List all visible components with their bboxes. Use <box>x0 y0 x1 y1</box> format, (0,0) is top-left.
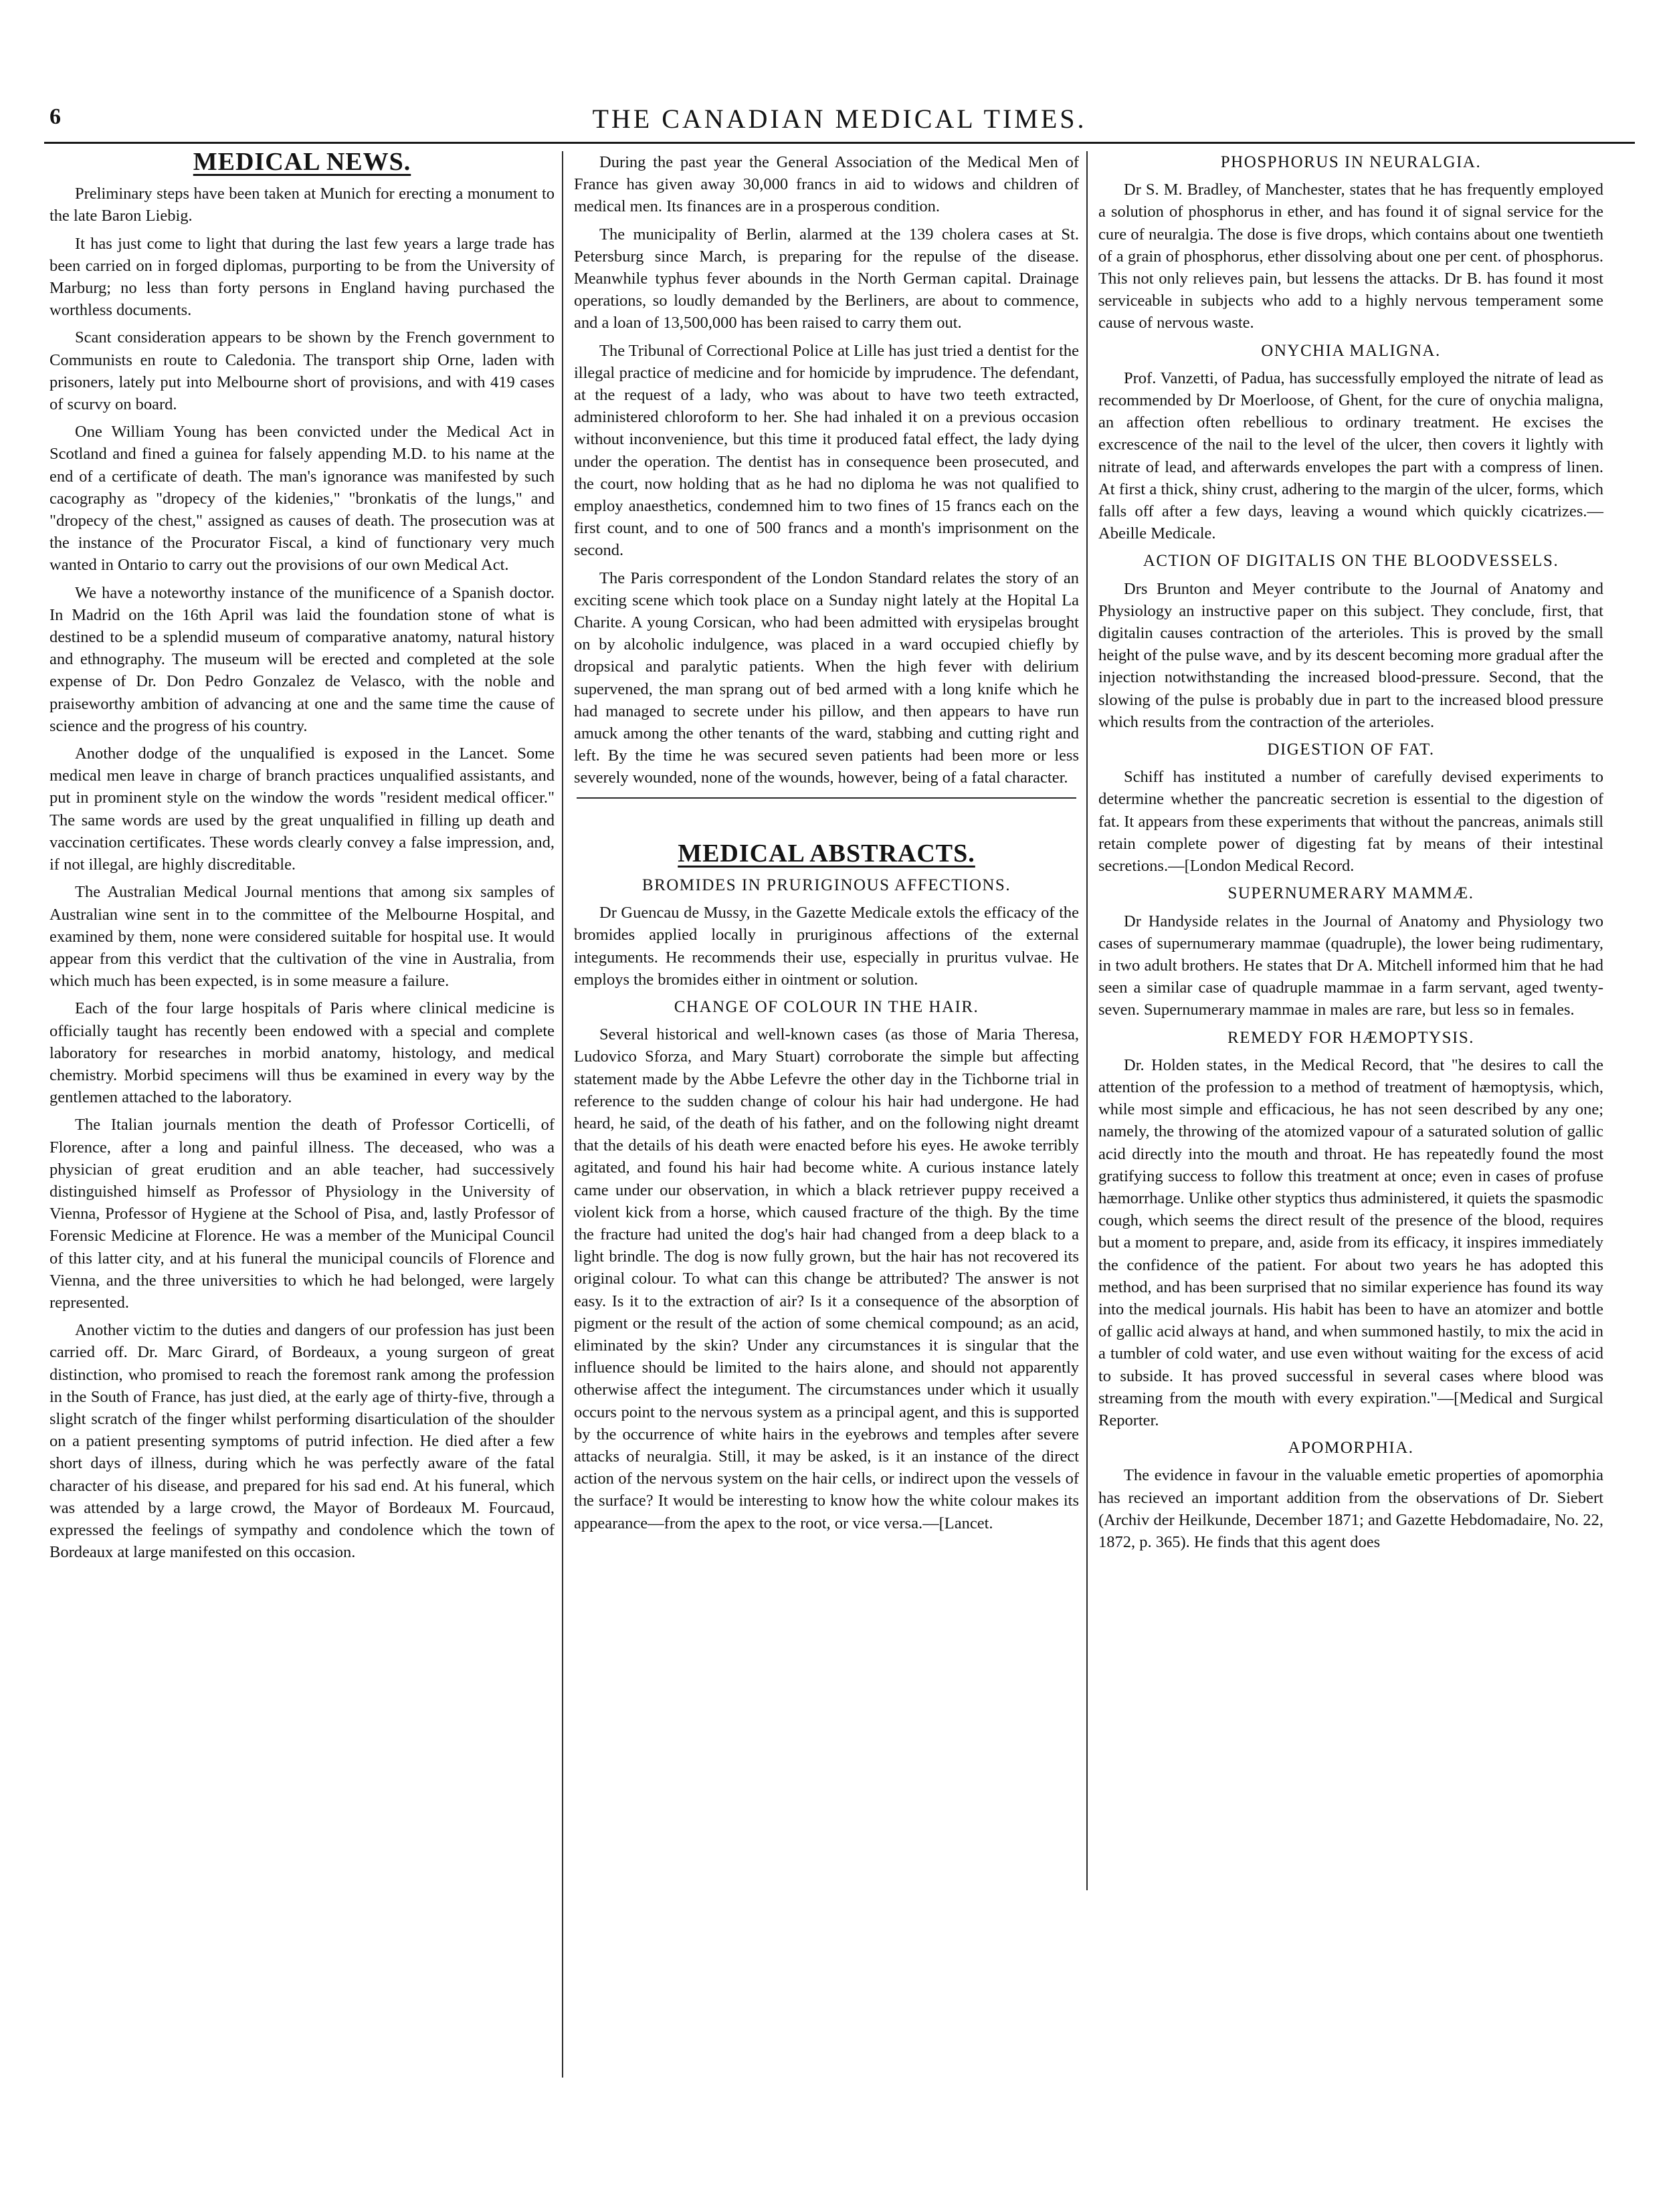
article-paragraph: Several historical and well-known cases (as those of Maria Theresa, Ludovico Sforza, and Mary Stuart) corroborate the simple but affecting statement made by the Abbe Lefevre the other day in the Tichborne trial in reference to the sudden change of colour his hair had undergone. He had heard, he said, of the death of his father, and on the following night dreamt that the details of his death were enacted before his eyes. He awoke terribly agitated, and found his hair had become white. A curious instance lately came under our observation, in which a black retriever puppy received a violent kick from a horse, which caused fracture of the thigh. By the time the fracture had united the dog's hair had changed from a deep black to a light brindle. The dog is now fully grown, but the hair has not recovered its original colour. To what can this change be attributed? The answer is not easy. Is it to the extraction of air? Is it a consequence of the absorption of pigment or the result of the action of some chemical compound; as an acid, eliminated by the skin? Under any circumstances it is singular that the influence should be limited to the hairs alone, and should not apparently otherwise affect the integument. The circumstances under which it usually occurs point to the nervous system as a principal agent, and this is supported by the occurrence of white hairs in the eyebrows and temples after severe attacks of neuralgia. Still, it may be asked, is it an instance of the direct action of the nervous system on the hair cells, or indirect upon the vessels of the surface? It would be interesting to know how the white colour makes its appearance—from the apex to the root, or vice versa.—[Lancet. <box>574 1025 1079 1532</box>
column-1 <box>50 148 555 1569</box>
article-heading: CHANGE OF COLOUR IN THE HAIR. <box>674 997 979 1016</box>
news-paragraph: We have a noteworthy instance of the munificence of a Spanish doctor. In Madrid on the 16th April was laid the foundation stone of what is destined to be a splendid museum of comparative anatomy, natural history and ethnography. The museum will be erected and completed at the sole expense of Dr. Don Pedro Gonzalez de Velasco, with the noble and praiseworthy ambition of advancing at one and the same time the cause of science and the progress of his country. <box>50 583 555 735</box>
article-paragraph: Dr Guencau de Mussy, in the Gazette Medicale extols the efficacy of the bromides applied locally in pruriginous affections of the external integuments. He recommends their use, especially in pruritus vulvae. He employs the bromides either in ointment or solution. <box>574 904 1079 989</box>
article-heading: DIGESTION OF FAT. <box>1267 740 1435 759</box>
article-heading: REMEDY FOR HÆMOPTYSIS. <box>1227 1028 1474 1047</box>
page-number: 6 <box>50 104 61 129</box>
news-paragraph: One William Young has been convicted under the Medical Act in Scotland and fined a guinea for falsely appending M.D. to his name at the end of a certificate of death. The man's ignorance was manifested by such cacography as "dropecy of the kidenies," "bronkatis of the lungs," and "dropecy of the chest," assigned as causes of death. The prosecution was at the instance of the Procurator Fiscal, a kind of functionary very much wanted in Ontario to carry out the provisions of our own Medical Act. <box>50 423 555 575</box>
running-title: THE CANADIAN MEDICAL TIMES. <box>592 104 1087 134</box>
news-paragraph: During the past year the General Association of the Medical Men of France has given away 30,000 francs in aid to widows and children of medical men. Its finances are in a prosperous condition. <box>574 153 1079 216</box>
article-paragraph: The evidence in favour in the valuable emetic properties of apomorphia has recieved an important addition from the observations of Dr. Siebert (Archiv der Heilkunde, December 1871; and Gazette Hebdomadaire, No. 22, 1872, p. 365). He finds that this agent does <box>1098 1466 1603 1551</box>
article-heading: SUPERNUMERARY MAMMÆ. <box>1227 884 1474 903</box>
article-heading: BROMIDES IN PRURIGINOUS AFFECTIONS. <box>642 876 1011 894</box>
article-heading: ACTION OF DIGITALIS ON THE BLOODVESSELS. <box>1143 552 1559 571</box>
section-divider <box>577 797 1076 799</box>
news-paragraph: Scant consideration appears to be shown by the French government to Communists en route to Caledonia. The transport ship Orne, laden with prisoners, lately put into Melbourne short of provisions, and with 419 cases of scurvy on board. <box>50 328 555 414</box>
article-paragraph: Schiff has instituted a number of carefully devised experiments to determine whether the pancreatic secretion is essential to the digestion of fat. It appears from these experiments that without the pancreas, animals still retain complete power of digesting fat by means of their intestinal secretions.—[London Medical Record. <box>1098 768 1603 876</box>
column-2 <box>574 151 1079 1540</box>
news-paragraph: Another victim to the duties and dangers of our profession has just been carried off. Dr. Marc Girard, of Bordeaux, a young surgeon of great distinction, who promised to reach the foremost rank among the profession in the South of France, has just died, at the early age of thirty-five, through a slight scratch of the finger whilst performing disarticulation of the shoulder on a patient presenting symptoms of putrid infection. He died after a few short days of illness, during which he was perfectly aware of the fatal character of his disease, and prepared for his sad end. At his funeral, which was attended by a large crowd, the Mayor of Bordeaux M. Fourcaud, expressed the feelings of sympathy and condolence which the town of Bordeaux at large manifested on this occasion. <box>50 1321 555 1562</box>
news-paragraph: Preliminary steps have been taken at Munich for erecting a monument to the late Baron Liebig. <box>50 185 555 225</box>
article-paragraph: Prof. Vanzetti, of Padua, has successfully employed the nitrate of lead as recommended by Dr Moerloose, of Ghent, for the cure of onychia maligna, an affection often rebellious to ordinary treatment. He excises the excrescence of the nail to the level of the ulcer, then covers it lightly with nitrate of lead, and afterwards envelopes the part with a compress of linen. At first a thick, shiny crust, adhering to the margin of the ulcer, forms, which falls off after a few days, leaving a wound which quickly cicatrizes.—Abeille Medicale. <box>1098 369 1603 543</box>
news-paragraph: The Tribunal of Correctional Police at Lille has just tried a dentist for the illegal practice of medicine and for homicide by imprudence. The defendant, at the request of a lady, who was about to have two teeth extracted, administered chloroform to her. She had inhaled it on a previous occasion without inconvenience, but this time it produced fatal effect, the lady dying under the operation. The dentist has in consequence been prosecuted, and the court, now holding that as he had no diploma he was not qualified to employ anaesthetics, condemned him to two fines of 15 francs each on the first count, and to one of 500 francs and a month's imprisonment on the second. <box>574 341 1079 560</box>
article-paragraph: Dr S. M. Bradley, of Manchester, states that he has frequently employed a solution of phosphorus in ether, and has found it of signal service for the cure of neuralgia. The dose is five drops, which contains about one twentieth of a grain of phosphorus, ether dissolving about one per cent. of phosphorus. This not only relieves pain, but lessens the attacks. Dr B. has found it most serviceable in subjects who add to a highly nervous temperament some cause of nervous waste. <box>1098 181 1603 332</box>
medical-news-title: MEDICAL NEWS. <box>193 148 411 176</box>
article-heading: PHOSPHORUS IN NEURALGIA. <box>1220 153 1482 171</box>
article-heading: APOMORPHIA. <box>1288 1439 1414 1457</box>
medical-abstracts-title: MEDICAL ABSTRACTS. <box>678 839 975 868</box>
page-header <box>44 100 1635 144</box>
news-paragraph: The municipality of Berlin, alarmed at the 139 cholera cases at St. Petersburg since March, is preparing for the repulse of the disease. Meanwhile typhus fever abounds in the North German capital. Drainage operations, so loudly demanded by the Berliners, are about to commence, and a loan of 13,500,000 has been raised to carry them out. <box>574 225 1079 332</box>
news-paragraph: The Australian Medical Journal mentions that among six samples of Australian wine sent in to the committee of the Melbourne Hospital, and examined by them, none were considered suitable for hospital use. It would appear from this verdict that the cultivation of the vine in Australia, from which much has been expected, is in some measure a failure. <box>50 883 555 991</box>
column-rule <box>1086 151 1088 1890</box>
news-paragraph: It has just come to light that during the last few years a large trade has been carried on in forged diplomas, purporting to be from the University of Marburg; no less than forty persons in England having purchased the worthless documents. <box>50 234 555 320</box>
column-rule <box>562 151 563 2078</box>
column-3 <box>1098 151 1603 1559</box>
news-paragraph: Another dodge of the unqualified is exposed in the Lancet. Some medical men leave in charge of branch practices unqualified assistants, and put in prominent style on the window the words "resident medical officer." The same words are used by the great unqualified in filling up death and vaccination certificates. These words clearly convey a false impression, and, if not illegal, are highly discreditable. <box>50 744 555 874</box>
news-paragraph: Each of the four large hospitals of Paris where clinical medicine is officially taught has recently been endowed with a special and complete laboratory for researches in morbid anatomy, histology, and medical chemistry. Morbid specimens will thus be examined in every way by the gentlemen attached to the laboratory. <box>50 999 555 1107</box>
article-paragraph: Dr Handyside relates in the Journal of Anatomy and Physiology two cases of supernumerary mammae (quadruple), the lower being rudimentary, in two adult brothers. He states that Dr A. Mitchell informed him that he had seen a similar case of quadruple mammae in a farm servant, aged twenty-seven. Supernumerary mammae in males are rare, but less so in females. <box>1098 912 1603 1019</box>
article-paragraph: Drs Brunton and Meyer contribute to the Journal of Anatomy and Physiology an instructive paper on this subject. They conclude, first, that digitalin causes contraction of the arterioles. This is proved by the small height of the pulse wave, and by its descent becoming more gradual after the injection notwithstanding the increased blood-pressure. Second, that the slowing of the pulse is probably due in part to the increased blood pressure which results from the contraction of the arterioles. <box>1098 579 1603 731</box>
article-paragraph: Dr. Holden states, in the Medical Record, that "he desires to call the attention of the profession to a method of treatment of hæmoptysis, which, while most simple and efficacious, he has not seen described by any one; namely, the throwing of the atomized vapour of a saturated solution of gallic acid directly into the mouth and throat. He has repeatedly found the most gratifying success to follow this treatment at once; even in cases of profuse hæmorrhage. Unlike other styptics thus administered, it quiets the spasmodic cough, which seems the direct result of the presence of the blood, requires but a moment to prepare, and, aside from its efficacy, it inspires immediately the confidence of the patient. For about two years he has adopted this method, and has been surprised that no similar experience has found its way into the medical journals. His habit has been to have an atomizer and bottle of gallic acid always at hand, and when summoned hastily, to mix the acid in a tumbler of cold water, and use even without waiting for the excess of acid to subside. It has proved successful in several cases where blood was streaming from the mouth with every expiration."—[Medical and Surgical Reporter. <box>1098 1055 1603 1429</box>
news-paragraph: The Italian journals mention the death of Professor Corticelli, of Florence, after a long and painful illness. The deceased, who was a physician of great erudition and an able teacher, had successively distinguished himself as Professor of Physiology in the University of Vienna, Professor of Hygiene at the School of Pisa, and, lastly Professor of Forensic Medicine at Florence. He was a member of the Municipal Council of this latter city, and at his funeral the municipal councils of Florence and Vienna, and the three universities to which he had belonged, were largely represented. <box>50 1116 555 1312</box>
article-heading: ONYCHIA MALIGNA. <box>1261 341 1441 360</box>
news-paragraph: The Paris correspondent of the London Standard relates the story of an exciting scene which took place on a Sunday night lately at the Hopital La Charite. A young Corsican, who had been admitted with erysipelas brought on by alcoholic indulgence, was placed in a ward occupied chiefly by dropsical and paralytic patients. When the high fever with delirium supervened, the man sprang out of bed armed with a long knife which he had managed to secrete under his pillow, and then appears to have run amuck among the other tenants of the ward, stabbing and cutting right and left. By the time he was secured seven patients had been more or less severely wounded, none of the wounds, however, being of a fatal character. <box>574 569 1079 787</box>
